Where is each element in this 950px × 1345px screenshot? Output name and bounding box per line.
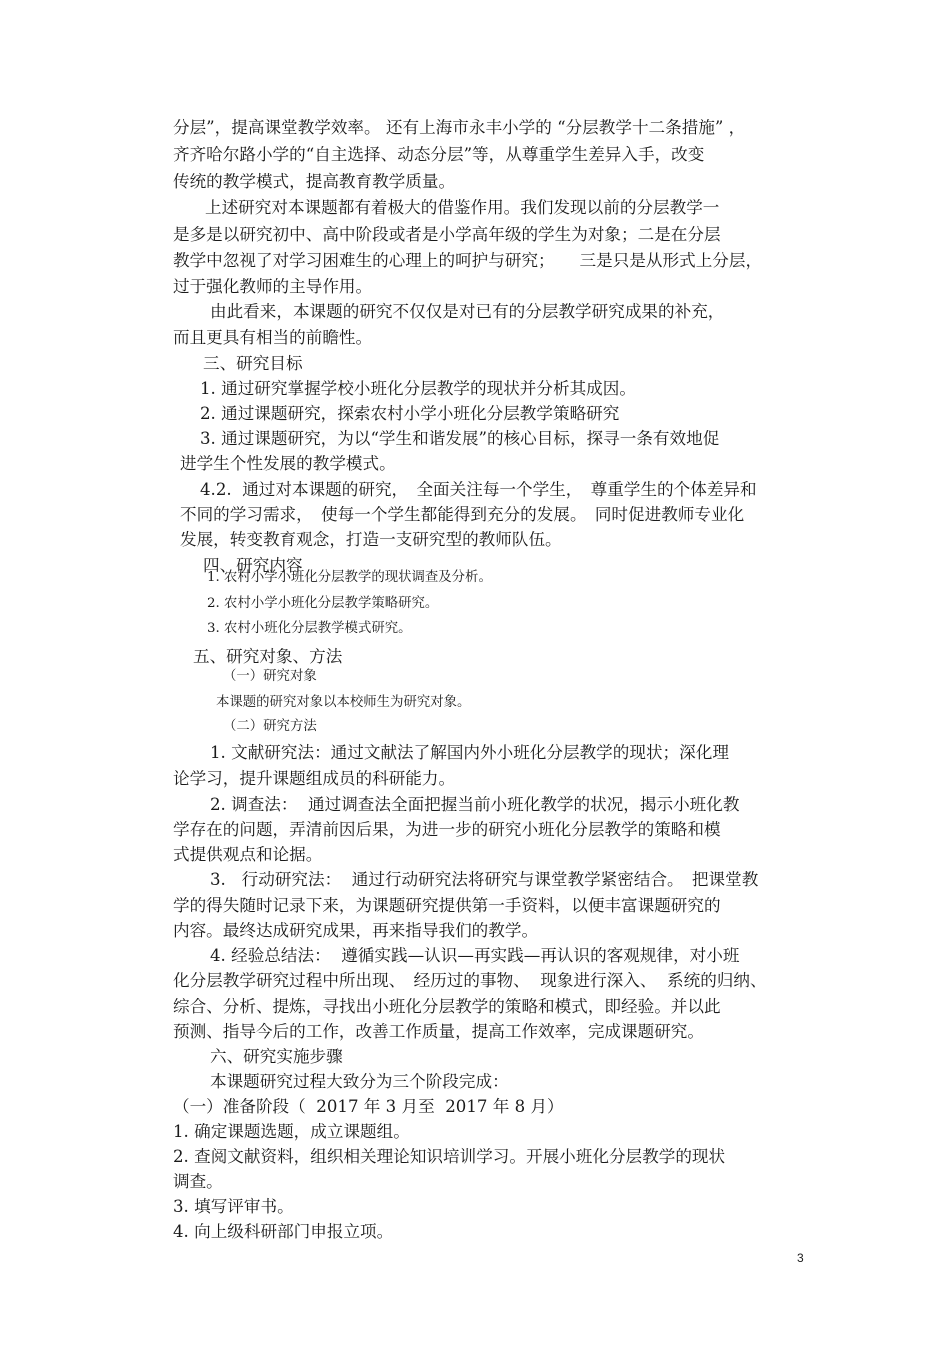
content-item-3: 3. 农村小班化分层教学模式研究。	[207, 621, 412, 636]
content-item-2: 2. 农村小学小班化分层教学策略研究。	[207, 596, 439, 611]
stage-1-item-2: 2. 查阅文献资料，组织相关理论知识培训学习。开展小班化分层教学的现状	[173, 1147, 726, 1166]
intro-line-1: 分层”，提高课堂教学效率。 还有上海市永丰小学的 “分层教学十二条措施” ，	[173, 118, 746, 137]
section-heading-subjects: 五、研究对象、方法	[193, 647, 343, 666]
stage-1-item-2-cont: 调查。	[173, 1172, 223, 1191]
section-heading-goals: 三、研究目标	[203, 354, 303, 373]
method-line-8: 内容。最终达成研究成果，再来指导我们的教学。	[173, 921, 539, 940]
goal-item-4-cont-1: 不同的学习需求， 使每一个学生都能得到充分的发展。 同时促进教师专业化	[180, 505, 745, 524]
conclusion-line-2: 而且更具有相当的前瞻性。	[173, 328, 373, 347]
subjects-text: 本课题的研究对象以本校师生为研究对象。	[216, 695, 471, 710]
section-heading-steps: 六、研究实施步骤	[210, 1047, 343, 1066]
goal-item-2: 2. 通过课题研究，探索农村小学小班化分层教学策略研究	[200, 404, 620, 423]
conclusion-line-1: 由此看来，本课题的研究不仅仅是对已有的分层教学研究成果的补充，	[210, 302, 725, 321]
subsection-heading-methods: （二）研究方法	[223, 719, 317, 734]
steps-intro: 本课题研究过程大致分为三个阶段完成：	[210, 1072, 509, 1091]
method-line-11: 综合、分析、提炼，寻找出小班化分层教学的策略和模式，即经验。并以此	[173, 997, 721, 1016]
reference-line-4: 过于强化教师的主导作用。	[173, 277, 373, 296]
reference-line-1: 上述研究对本课题都有着极大的借鉴作用。我们发现以前的分层教学一	[205, 198, 720, 217]
intro-line-2: 齐齐哈尔路小学的“自主选择、动态分层”等，从尊重学生差异入手，改变	[173, 145, 705, 164]
method-line-5: 式提供观点和论据。	[173, 845, 323, 864]
method-line-4: 学存在的问题，弄清前因后果，为进一步的研究小班化分层教学的策略和模	[173, 820, 721, 839]
goal-item-3-cont: 进学生个性发展的教学模式。	[180, 454, 396, 473]
method-line-10: 化分层教学研究过程中所出现、 经历过的事物、 现象进行深入、 系统的归纳、	[173, 971, 767, 990]
intro-line-3: 传统的教学模式，提高教育教学质量。	[173, 172, 456, 191]
method-line-6: 3. 行动研究法： 通过行动研究法将研究与课堂教学紧密结合。 把课堂教	[210, 870, 759, 889]
section-heading-content: 四、研究内容	[203, 556, 303, 575]
method-line-12: 预测、指导今后的工作，改善工作质量，提高工作效率，完成课题研究。	[173, 1022, 704, 1041]
method-line-3: 2. 调查法： 通过调查法全面把握当前小班化教学的状况，揭示小班化教	[210, 795, 740, 814]
method-line-2: 论学习，提升课题组成员的科研能力。	[173, 769, 456, 788]
goal-item-1: 1. 通过研究掌握学校小班化分层教学的现状并分析其成因。	[200, 379, 636, 398]
goal-item-3: 3. 通过课题研究，为以“学生和谐发展”的核心目标，探寻一条有效地促	[200, 429, 720, 448]
content-item-1: 1. 农村小学小班化分层教学的现状调查及分析。	[207, 570, 492, 585]
reference-line-2: 是多是以研究初中、高中阶段或者是小学高年级的学生为对象；二是在分层	[173, 225, 721, 244]
stage-1-heading: （一）准备阶段（ 2017 年 3 月至 2017 年 8 月）	[173, 1097, 564, 1116]
reference-line-3: 教学中忽视了对学习困难生的心理上的呵护与研究； 三是只是从形式上分层，	[173, 251, 763, 270]
subsection-heading-subjects: （一）研究对象	[223, 669, 317, 684]
stage-1-item-1: 1. 确定课题选题，成立课题组。	[173, 1122, 410, 1141]
method-line-9: 4. 经验总结法： 遵循实践—认识—再实践—再认识的客观规律，对小班	[210, 946, 740, 965]
method-line-1: 1. 文献研究法：通过文献法了解国内外小班化分层教学的现状；深化理	[210, 743, 729, 762]
method-line-7: 学的得失随时记录下来，为课题研究提供第一手资料，以便丰富课题研究的	[173, 896, 721, 915]
goal-item-4: 4.2. 通过对本课题的研究， 全面关注每一个学生， 尊重学生的个体差异和	[200, 480, 757, 499]
page-number: 3	[797, 1251, 804, 1265]
stage-1-item-4: 4. 向上级科研部门申报立项。	[173, 1222, 394, 1241]
goal-item-4-cont-2: 发展，转变教育观念，打造一支研究型的教师队伍。	[180, 530, 562, 549]
stage-1-item-3: 3. 填写评审书。	[173, 1197, 294, 1216]
